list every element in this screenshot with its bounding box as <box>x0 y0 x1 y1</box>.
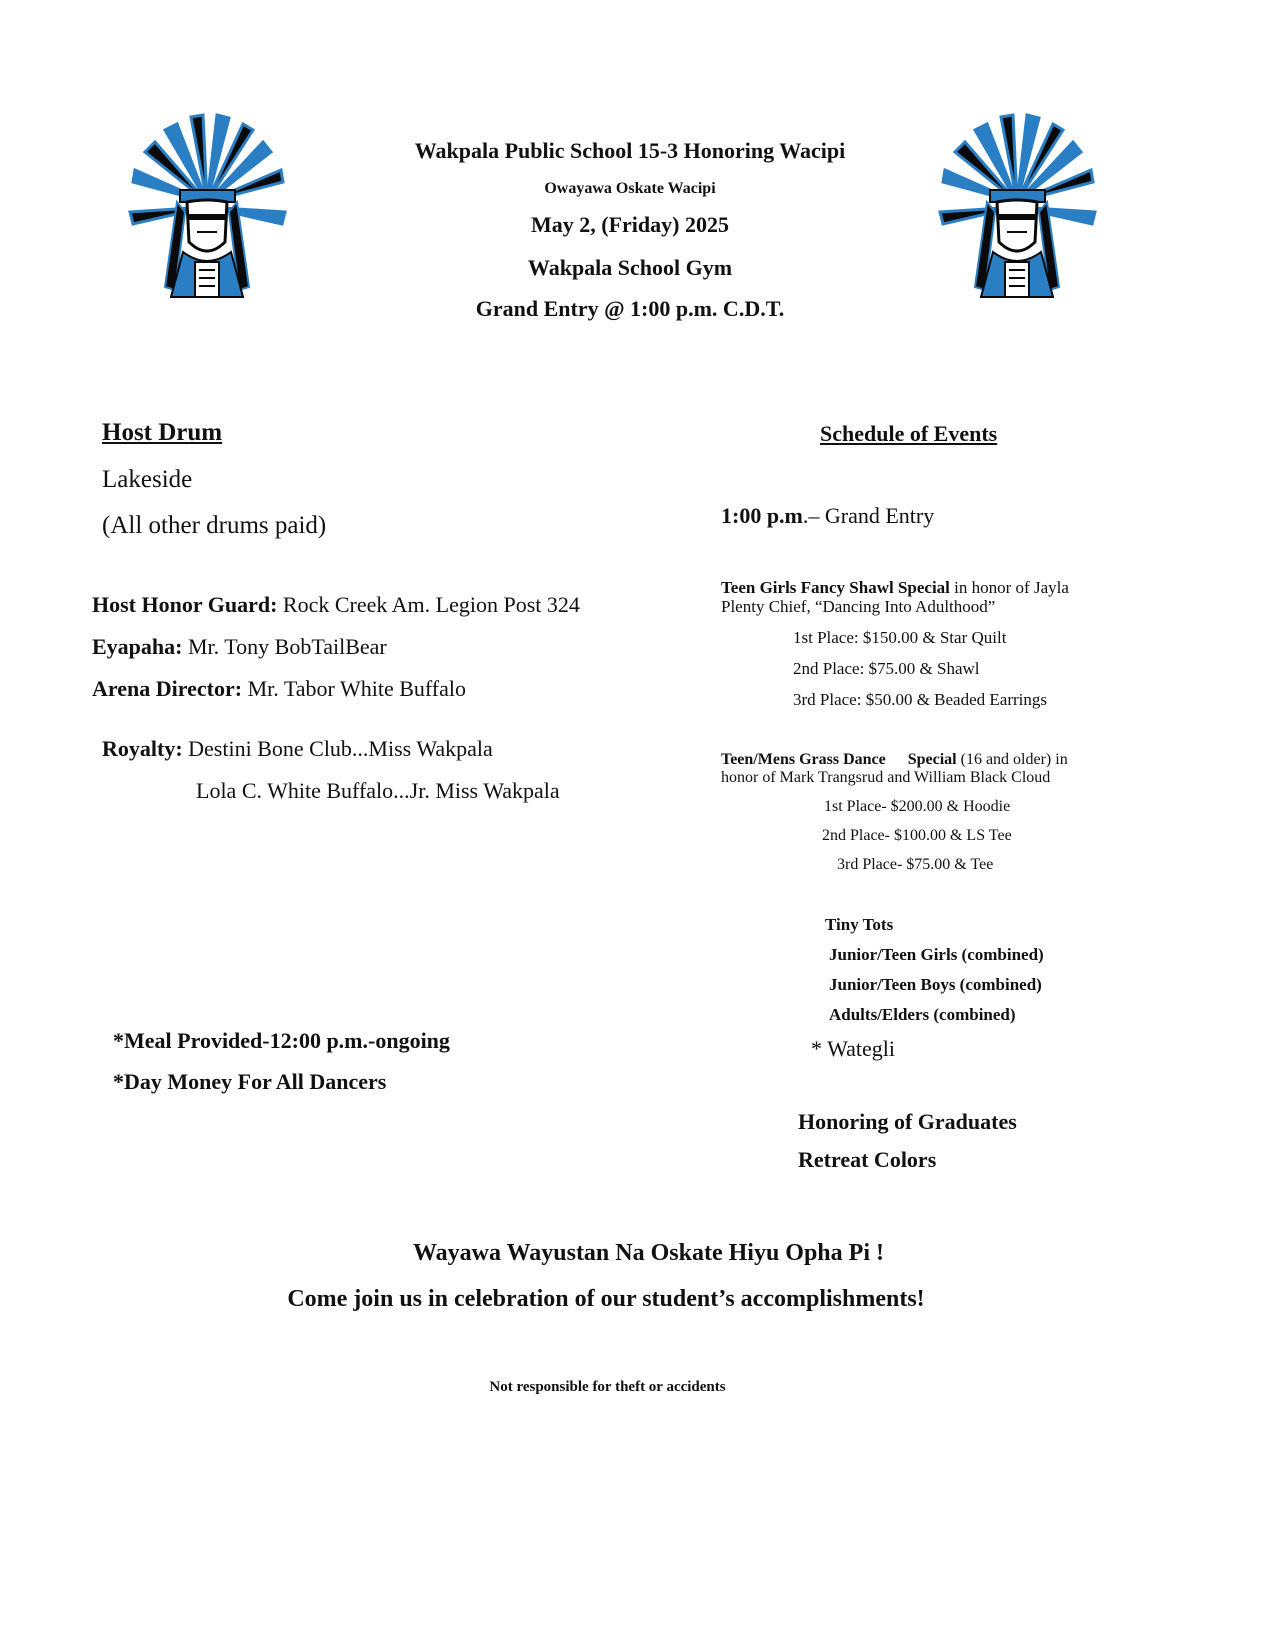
event-date: May 2, (Friday) 2025 <box>531 212 729 237</box>
shawl-honor-1: in honor of Jayla <box>949 578 1069 597</box>
schedule-grand-entry <box>721 503 934 529</box>
shawl-honor-2: Plenty Chief, “Dancing Into Adulthood” <box>721 597 996 616</box>
grand-entry-time-label: 1:00 p.m <box>721 503 803 528</box>
disclaimer: Not responsible for theft or accidents <box>489 1379 726 1395</box>
arena-director-value: Mr. Tabor White Buffalo <box>242 676 467 701</box>
retreat-colors: Retreat Colors <box>798 1147 937 1172</box>
category-junior-teen-girls: Junior/Teen Girls (combined) <box>829 945 1044 964</box>
grass-special-line1 <box>721 751 1068 769</box>
shawl-special-title: Teen Girls Fancy Shawl Special <box>721 578 950 597</box>
royalty-jr-miss: Lola C. White Buffalo...Jr. Miss Wakpala <box>196 778 560 803</box>
arena-director-line <box>92 676 466 702</box>
invite-line: Come join us in celebration of our student’s accomplishments! <box>287 1286 925 1312</box>
host-drum-heading: Host Drum <box>102 419 223 446</box>
host-drum-name: Lakeside <box>102 466 193 493</box>
eyapaha-line <box>92 634 387 660</box>
shawl-special-line1 <box>721 578 1069 598</box>
grass-prize-1: 1st Place- $200.00 & Hoodie <box>824 798 1011 815</box>
eyapaha-label: Eyapaha: <box>92 634 183 659</box>
event-subtitle: Owayawa Oskate Wacipi <box>544 180 716 197</box>
honor-guard-value: Rock Creek Am. Legion Post 324 <box>277 592 580 617</box>
grass-honor-1: (16 and older) in <box>956 751 1068 768</box>
event-location: Wakpala School Gym <box>527 255 733 280</box>
grand-entry-time: Grand Entry @ 1:00 p.m. C.D.T. <box>475 296 785 321</box>
category-junior-teen-boys: Junior/Teen Boys (combined) <box>829 975 1042 994</box>
royalty-line <box>102 736 493 762</box>
royalty-miss: Destini Bone Club...Miss Wakpala <box>182 736 493 761</box>
shawl-prize-1: 1st Place: $150.00 & Star Quilt <box>793 628 1007 647</box>
honor-guard-line <box>92 592 580 618</box>
meal-note: *Meal Provided-12:00 p.m.-ongoing <box>113 1028 450 1053</box>
day-money-note: *Day Money For All Dancers <box>113 1069 387 1094</box>
grand-entry-text: .– Grand Entry <box>802 503 935 528</box>
grass-special-word: Special <box>907 751 957 768</box>
wategli: * Wategli <box>811 1036 895 1061</box>
honoring-graduates: Honoring of Graduates <box>798 1109 1017 1134</box>
eyapaha-value: Mr. Tony BobTailBear <box>182 634 387 659</box>
grass-prize-2: 2nd Place- $100.00 & LS Tee <box>822 827 1012 844</box>
shawl-prize-2: 2nd Place: $75.00 & Shawl <box>793 659 980 678</box>
host-drum-note: (All other drums paid) <box>102 512 327 539</box>
lakota-phrase: Wayawa Wayustan Na Oskate Hiyu Opha Pi ! <box>413 1240 884 1266</box>
honor-guard-label: Host Honor Guard: <box>92 592 278 617</box>
grass-prize-3: 3rd Place- $75.00 & Tee <box>837 856 994 873</box>
schedule-heading: Schedule of Events <box>820 421 998 446</box>
grass-special-title: Teen/Mens Grass Dance <box>721 751 886 768</box>
arena-director-label: Arena Director: <box>92 676 243 701</box>
shawl-prize-3: 3rd Place: $50.00 & Beaded Earrings <box>793 690 1047 709</box>
grass-honor-2: honor of Mark Trangsrud and William Black Cloud <box>721 769 1051 786</box>
royalty-label: Royalty: <box>102 736 183 761</box>
category-tiny-tots: Tiny Tots <box>825 915 894 934</box>
category-adults-elders: Adults/Elders (combined) <box>829 1005 1016 1024</box>
event-title: Wakpala Public School 15-3 Honoring Wacipi <box>414 138 846 163</box>
